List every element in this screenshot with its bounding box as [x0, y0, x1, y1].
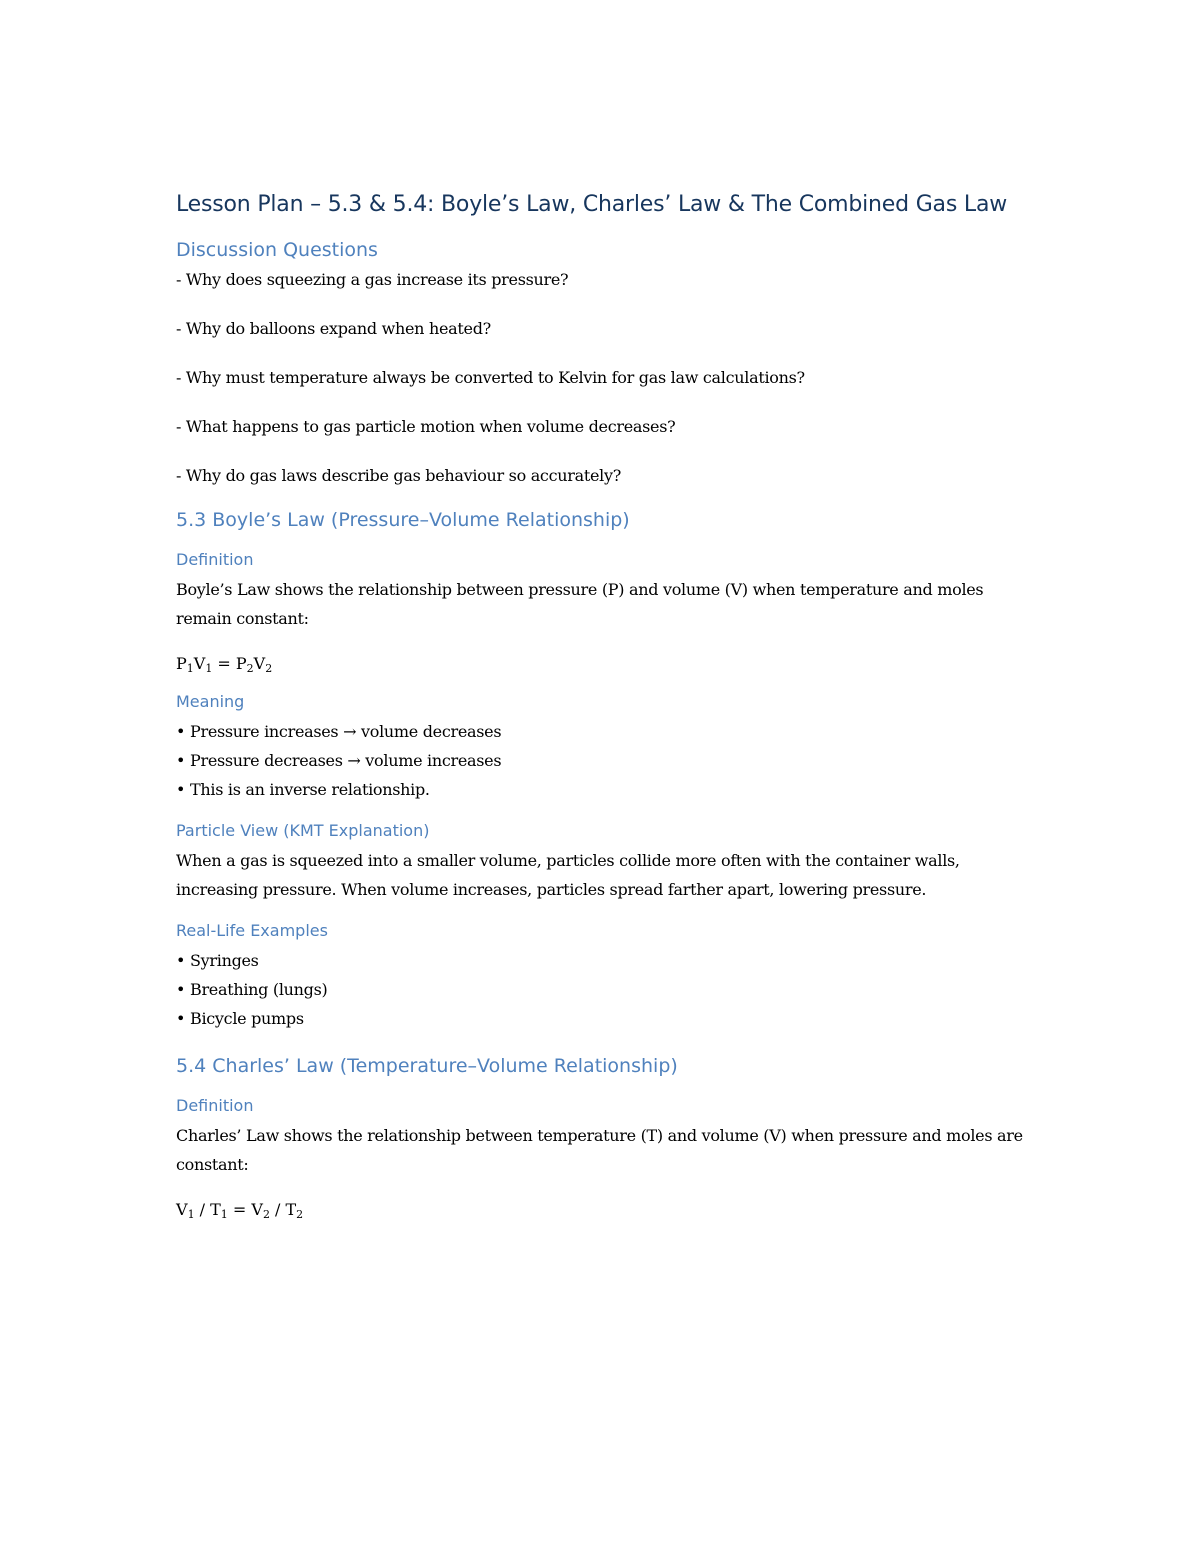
real-life-examples-heading: Real-Life Examples	[176, 921, 328, 940]
list-item-text: Syringes	[190, 951, 259, 970]
formula-operator: /	[269, 1200, 286, 1219]
discussion-question: - What happens to gas particle motion when volume decreases?	[176, 417, 676, 436]
list-item	[176, 746, 1036, 775]
boyles-meaning-heading: Meaning	[176, 692, 245, 711]
formula-subscript: 1	[205, 662, 213, 675]
document-content	[176, 186, 1036, 1221]
formula-symbol: V	[193, 654, 206, 673]
bullet-icon: •	[176, 1009, 186, 1028]
charles-formula	[176, 1199, 1036, 1221]
formula-symbol: V	[253, 654, 266, 673]
bullet-icon: •	[176, 980, 186, 999]
formula-subscript: 2	[262, 1208, 270, 1221]
discussion-heading: Discussion Questions	[176, 239, 378, 261]
list-item-text: Bicycle pumps	[190, 1009, 304, 1028]
list-item	[176, 775, 1036, 804]
formula-operator: /	[194, 1200, 211, 1219]
bullet-icon: •	[176, 722, 186, 741]
formula-subscript: 1	[186, 662, 194, 675]
list-item-text: Breathing (lungs)	[190, 980, 328, 999]
bullet-icon: •	[176, 751, 186, 770]
bullet-icon: •	[176, 951, 186, 970]
discussion-question: - Why must temperature always be converted to Kelvin for gas law calculations?	[176, 368, 805, 387]
formula-symbol: P	[235, 654, 247, 673]
bullet-icon: •	[176, 780, 186, 799]
list-item	[176, 717, 1036, 746]
formula-subscript: 1	[220, 1208, 228, 1221]
charles-definition-text: Charles’ Law shows the relationship between temperature (T) and volume (V) when pressure and moles are constant:	[176, 1126, 1023, 1174]
formula-symbol: V	[251, 1200, 263, 1219]
formula-symbol: P	[176, 654, 187, 673]
list-item	[176, 1004, 1036, 1033]
examples-list	[176, 946, 1036, 1033]
formula-subscript: 2	[265, 662, 273, 675]
list-item-text: This is an inverse relationship.	[190, 780, 430, 799]
list-item-text: Pressure decreases → volume increases	[190, 751, 502, 770]
list-item-text: Pressure increases → volume decreases	[190, 722, 502, 741]
charles-law-heading: 5.4 Charles’ Law (Temperature–Volume Relationship)	[176, 1055, 678, 1077]
page-title: Lesson Plan – 5.3 & 5.4: Boyle’s Law, Charles’ Law & The Combined Gas Law	[176, 192, 1008, 217]
formula-symbol: T	[285, 1200, 297, 1219]
boyles-law-heading: 5.3 Boyle’s Law (Pressure–Volume Relationship)	[176, 509, 630, 531]
formula-subscript: 2	[246, 662, 254, 675]
formula-symbol: V	[176, 1200, 188, 1219]
discussion-question: - Why do balloons expand when heated?	[176, 319, 491, 338]
list-item	[176, 975, 1036, 1004]
particle-view-heading: Particle View (KMT Explanation)	[176, 821, 430, 840]
formula-subscript: 1	[187, 1208, 195, 1221]
boyles-definition-heading: Definition	[176, 550, 254, 569]
formula-operator: =	[227, 1200, 252, 1219]
boyles-definition-text: Boyle’s Law shows the relationship between pressure (P) and volume (V) when temperature and moles remain constant:	[176, 580, 984, 628]
list-item	[176, 946, 1036, 975]
particle-view-text: When a gas is squeezed into a smaller volume, particles collide more often with the container walls, increasing pressure. When volume increases, particles spread farther apart, lowering pressure.	[176, 851, 960, 899]
charles-definition-heading: Definition	[176, 1096, 254, 1115]
boyles-formula	[176, 653, 1036, 675]
formula-symbol: T	[210, 1200, 221, 1219]
meaning-list	[176, 717, 1036, 804]
discussion-question: - Why does squeezing a gas increase its pressure?	[176, 270, 569, 289]
discussion-question: - Why do gas laws describe gas behaviour so accurately?	[176, 466, 621, 485]
formula-operator: =	[212, 654, 236, 673]
formula-subscript: 2	[296, 1208, 304, 1221]
